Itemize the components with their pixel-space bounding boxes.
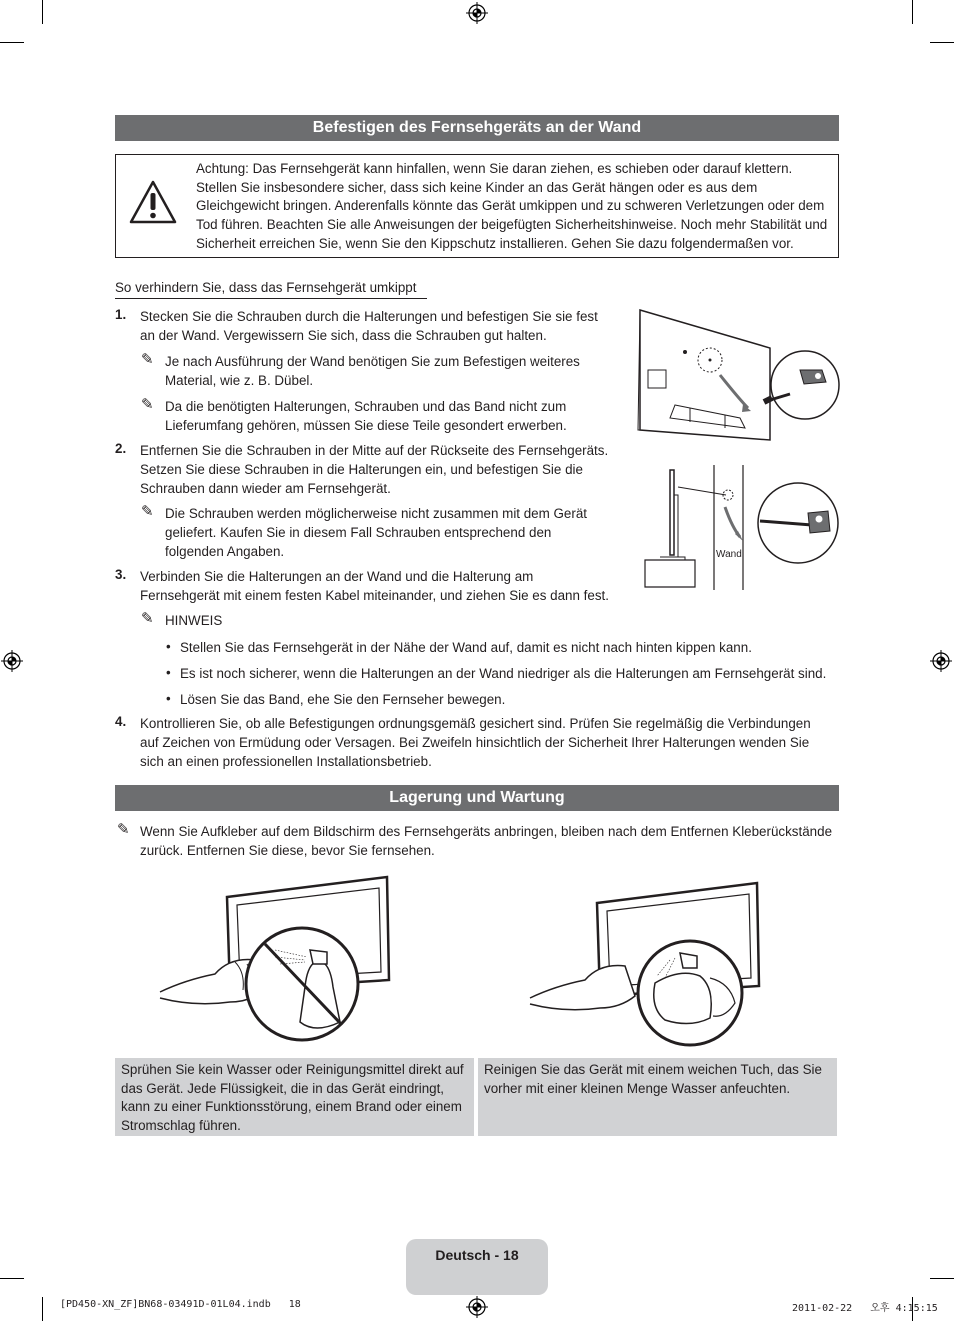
page-number-badge [406,1239,548,1295]
step-text: Kontrollieren Sie, ob alle Befestigungen ordnungsgemäß gesichert sind. Prüfen Sie regelmäßig die Verbindungen auf Zeichen von Ermüdung oder Versagen. Bei Zweifeln hinsichtlich der Sicherheit Ihrer Halterungen wenden Sie sich an einen professionellen Installationsbetrieb. [140,716,811,769]
warning-cell: Sprühen Sie kein Wasser oder Reinigungsmittel direkt auf das Gerät. Jede Flüssigkeit, die in das Gerät eindringt, kann zu einer Funktionsstörung, einem Brand oder einem Stromschlag führen. [115,1058,474,1136]
crop-mark [930,1278,954,1279]
registration-mark-icon [466,2,488,24]
step-text: Verbinden Sie die Halterungen an der Wand und die Halterung am Fernsehgerät mit einem festen Kabel miteinander, und ziehen Sie es dann fest. [140,569,609,603]
caution-box [115,154,839,258]
note-text: Je nach Ausführung der Wand benötigen Sie zum Befestigen weiteres Material, wie z. B. Dübel. [165,354,580,388]
caution-label: Achtung [196,161,246,176]
tv-wall-strap-illustration [640,465,840,590]
bullet-dot: • [166,639,171,654]
step-text: Entfernen Sie die Schrauben in der Mitte auf der Rückseite des Fernsehgeräts. Setzen Sie diese Schrauben in die Halterungen ein, und befestigen Sie die Schrauben dann wieder am Fernsehgerät. [140,443,609,496]
pencil-note-icon: ✎ [141,502,154,520]
damp-cloth-illustration [525,878,765,1048]
note-text: Da die benötigten Halterungen, Schrauben und das Band nicht zum Lieferumfang gehören, müssen Sie diese Teile gesondert erwerben. [165,399,567,433]
pencil-note-icon: ✎ [141,395,154,413]
print-file-info: [PD450-XN_ZF]BN68-03491D-01L04.indb 18 [60,1299,301,1310]
tv-bracket-illustration [630,300,840,445]
no-spray-illustration [155,872,395,1044]
section-title-storage: Lagerung und Wartung [115,785,839,811]
note-text: Die Schrauben werden möglicherweise nicht zusammen mit dem Gerät geliefert. Kaufen Sie in diesem Fall Schrauben entsprechend den folgenden Angaben. [165,506,587,559]
registration-mark-icon [466,1296,488,1318]
bullet-item: Es ist noch sicherer, wenn die Halterungen an der Wand niedriger als die Halterungen am Fernsehgerät sind. [180,666,827,681]
bullet-item: Lösen Sie das Band, ehe Sie den Fernseher bewegen. [180,692,506,707]
step-number: 1. [115,307,127,322]
caution-body: : Das Fernsehgerät kann hinfallen, wenn Sie daran ziehen, es schieben oder darauf klettern. Stellen Sie insbesondere sicher, dass sich keine Kinder an das Gerät hängen oder es aus dem Gleichgewicht bringen. Anderenfalls könnte das Gerät umkippen und zu schweren Verletzungen oder dem Tod führen. Beachten Sie alle Anweisungen der beigefügten Sicherheitshinweise. Noch mehr Stabilität und Sicherheit erreichen Sie, wenn Sie den Kippschutz installieren. Gehen Sie dazu folgendermaßen vor. [196,161,828,251]
warning-triangle-icon [128,179,178,225]
pencil-note-icon: ✎ [141,350,154,368]
caution-text [196,160,832,254]
instruction-cell: Reinigen Sie das Gerät mit einem weichen Tuch, das Sie vorher mit einer kleinen Menge Wasser anfeuchten. [478,1058,837,1136]
note-heading: HINWEIS [165,613,223,628]
crop-mark [0,42,24,43]
step-number: 4. [115,714,127,729]
pencil-note-icon: ✎ [141,609,154,627]
page-label: Deutsch - 18 [435,1247,519,1263]
print-date-info: 2011-02-22 오후 4:15:15 [792,1303,938,1314]
bullet-dot: • [166,691,171,706]
step-number: 2. [115,441,127,456]
crop-mark [930,42,954,43]
crop-mark [912,0,913,24]
crop-mark [42,1297,43,1321]
bullet-item: Stellen Sie das Fernsehgerät in der Nähe der Wand auf, damit es nicht nach hinten kippen kann. [180,640,752,655]
crop-mark [0,1278,24,1279]
step-number: 3. [115,567,127,582]
storage-note-text: Wenn Sie Aufkleber auf dem Bildschirm des Fernsehgeräts anbringen, bleiben nach dem Entfernen Kleberückstände zurück. Entfernen Sie diese, bevor Sie fernsehen. [140,824,833,858]
wall-label: Wand [716,549,742,560]
crop-mark [42,0,43,24]
section-title-wall-mount: Befestigen des Fernsehgeräts an der Wand [115,115,839,141]
registration-mark-icon [1,650,23,672]
registration-mark-icon [930,650,952,672]
pencil-note-icon: ✎ [117,820,130,838]
step-text: Stecken Sie die Schrauben durch die Halterungen und befestigen Sie sie fest an der Wand. Vergewissern Sie sich, dass die Schrauben gut halten. [140,309,598,343]
subheading-prevent-tipping: So verhindern Sie, dass das Fernsehgerät umkippt [115,279,427,299]
bullet-dot: • [166,665,171,680]
